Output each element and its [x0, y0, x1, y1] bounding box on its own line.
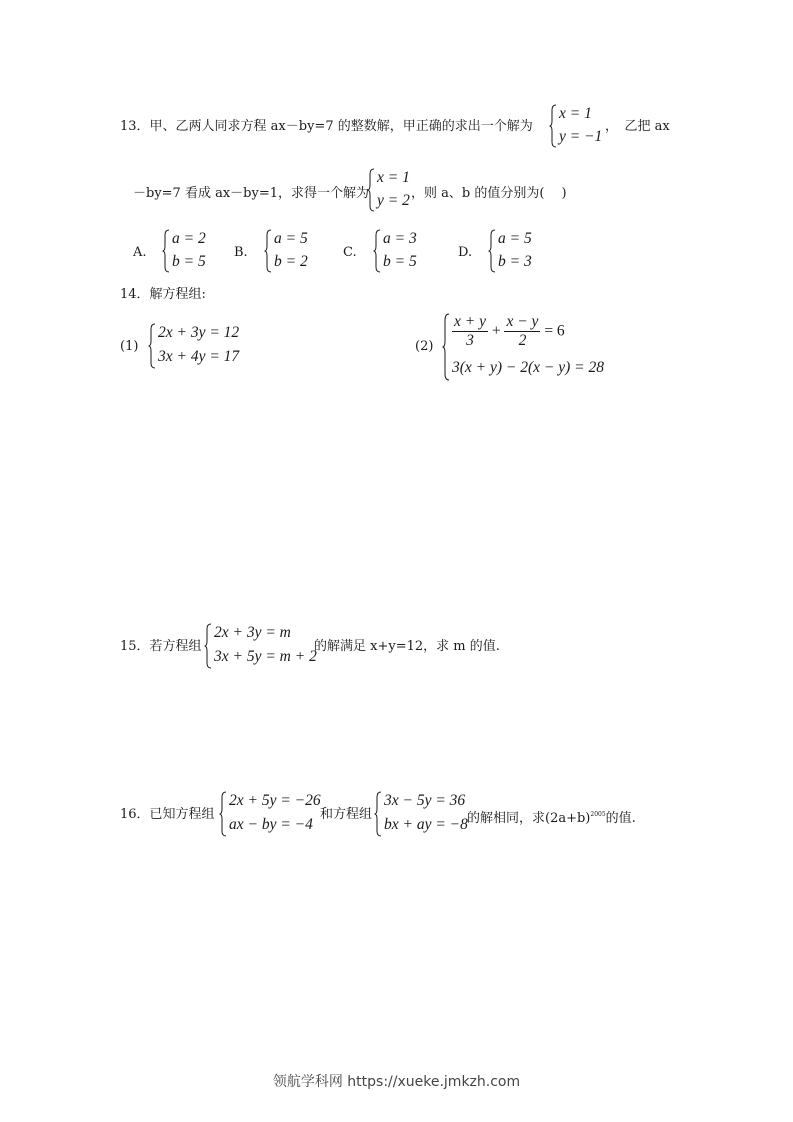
q13-line2-text-end: ，则 a、b 的值分别为( )	[411, 186, 567, 201]
left-brace-icon	[374, 791, 382, 837]
q13-option-c	[373, 229, 423, 273]
q13-solution-1	[549, 104, 609, 148]
q13-solution-2	[367, 168, 417, 212]
fraction-numerator: x + y	[454, 313, 486, 330]
q16-text-end-tail: 的值.	[605, 811, 636, 826]
q15-system-eq2: 3x + 5y = m + 2	[214, 648, 317, 665]
q14-part1-label: (1)	[120, 339, 139, 354]
q14-system-2	[442, 313, 612, 381]
fraction-numerator: x − y	[506, 313, 539, 330]
fraction-denominator: 3	[466, 332, 474, 349]
q13-option-b-eq1: a = 5	[274, 230, 308, 247]
left-brace-icon	[442, 313, 450, 381]
q16-system-b-eq1: 3x − 5y = 36	[384, 792, 466, 809]
q13-option-c-label: C.	[343, 245, 357, 260]
q13-sol2-eq1: x = 1	[377, 169, 410, 186]
q13-option-d	[488, 229, 538, 273]
q14-system-2-eq2: 3(x + y) − 2(x − y) = 28	[452, 359, 605, 376]
left-brace-icon	[162, 229, 170, 273]
q14-system-1-eq1: 2x + 3y = 12	[158, 324, 240, 341]
q16-text-start: 16．已知方程组	[120, 807, 215, 822]
q16-text-end-main: 的解相同，求(2a+b)	[467, 811, 591, 826]
q13-option-b	[264, 229, 314, 273]
q16-system-a-eq1: 2x + 5y = −26	[229, 792, 321, 809]
q13-option-a-eq1: a = 2	[172, 230, 206, 247]
q16-text-middle: 和方程组	[320, 807, 373, 822]
q13-option-b-label: B.	[234, 245, 248, 260]
left-brace-icon	[549, 104, 557, 148]
q13-option-a-eq2: b = 5	[172, 253, 206, 270]
exponent: 2005	[590, 811, 606, 818]
q13-option-d-eq1: a = 5	[498, 230, 532, 247]
page-footer: 领航学科网 https://xueke.jmkzh.com	[272, 1074, 521, 1090]
q13-option-c-eq2: b = 5	[383, 253, 417, 270]
left-brace-icon	[148, 323, 156, 369]
left-brace-icon	[367, 168, 375, 212]
q13-sol1-eq1: x = 1	[559, 105, 592, 122]
q14-system-2-eq1	[452, 313, 565, 350]
equation-rhs: = 6	[544, 322, 565, 340]
left-brace-icon	[373, 229, 381, 273]
q13-sol1-eq2: y = −1	[559, 128, 603, 145]
left-brace-icon	[204, 623, 212, 669]
q14-system-1-eq2: 3x + 4y = 17	[158, 348, 240, 365]
left-brace-icon	[219, 791, 227, 837]
q15-text-end: 的解满足 x+y=12，求 m 的值.	[314, 639, 500, 654]
q13-option-d-label: D.	[458, 245, 473, 260]
q16-system-b	[374, 791, 469, 837]
left-brace-icon	[488, 229, 496, 273]
q13-line2-text: －by=7 看成 ax－by=1，求得一个解为	[133, 186, 370, 201]
q13-option-c-eq1: a = 3	[383, 230, 417, 247]
q15-system	[204, 623, 319, 669]
fraction	[452, 313, 488, 350]
fraction	[504, 313, 540, 350]
q13-option-d-eq2: b = 3	[498, 253, 532, 270]
q13-option-a	[162, 229, 212, 273]
q14-system-1	[148, 323, 248, 369]
q13-option-a-label: A.	[133, 245, 147, 260]
q13-sol2-eq2: y = 2	[377, 192, 410, 209]
q14-title: 14．解方程组:	[120, 287, 206, 302]
q16-system-a-eq2: ax − by = −4	[229, 816, 313, 833]
q13-line1-text-end: ， 乙把 ax	[605, 119, 670, 134]
q15-system-eq1: 2x + 3y = m	[214, 624, 291, 641]
left-brace-icon	[264, 229, 272, 273]
q15-text-start: 15．若方程组	[120, 639, 202, 654]
fraction-denominator: 2	[518, 332, 527, 349]
q13-option-b-eq2: b = 2	[274, 253, 308, 270]
q13-line1-text: 13．甲、乙两人同求方程 ax－by=7 的整数解，甲正确的求出一个解为	[120, 119, 533, 134]
q16-system-b-eq2: bx + ay = −8	[384, 816, 468, 833]
q14-part2-label: (2)	[415, 339, 434, 354]
plus-sign: +	[491, 322, 501, 340]
q16-system-a	[219, 791, 319, 837]
q16-text-end	[467, 807, 636, 827]
